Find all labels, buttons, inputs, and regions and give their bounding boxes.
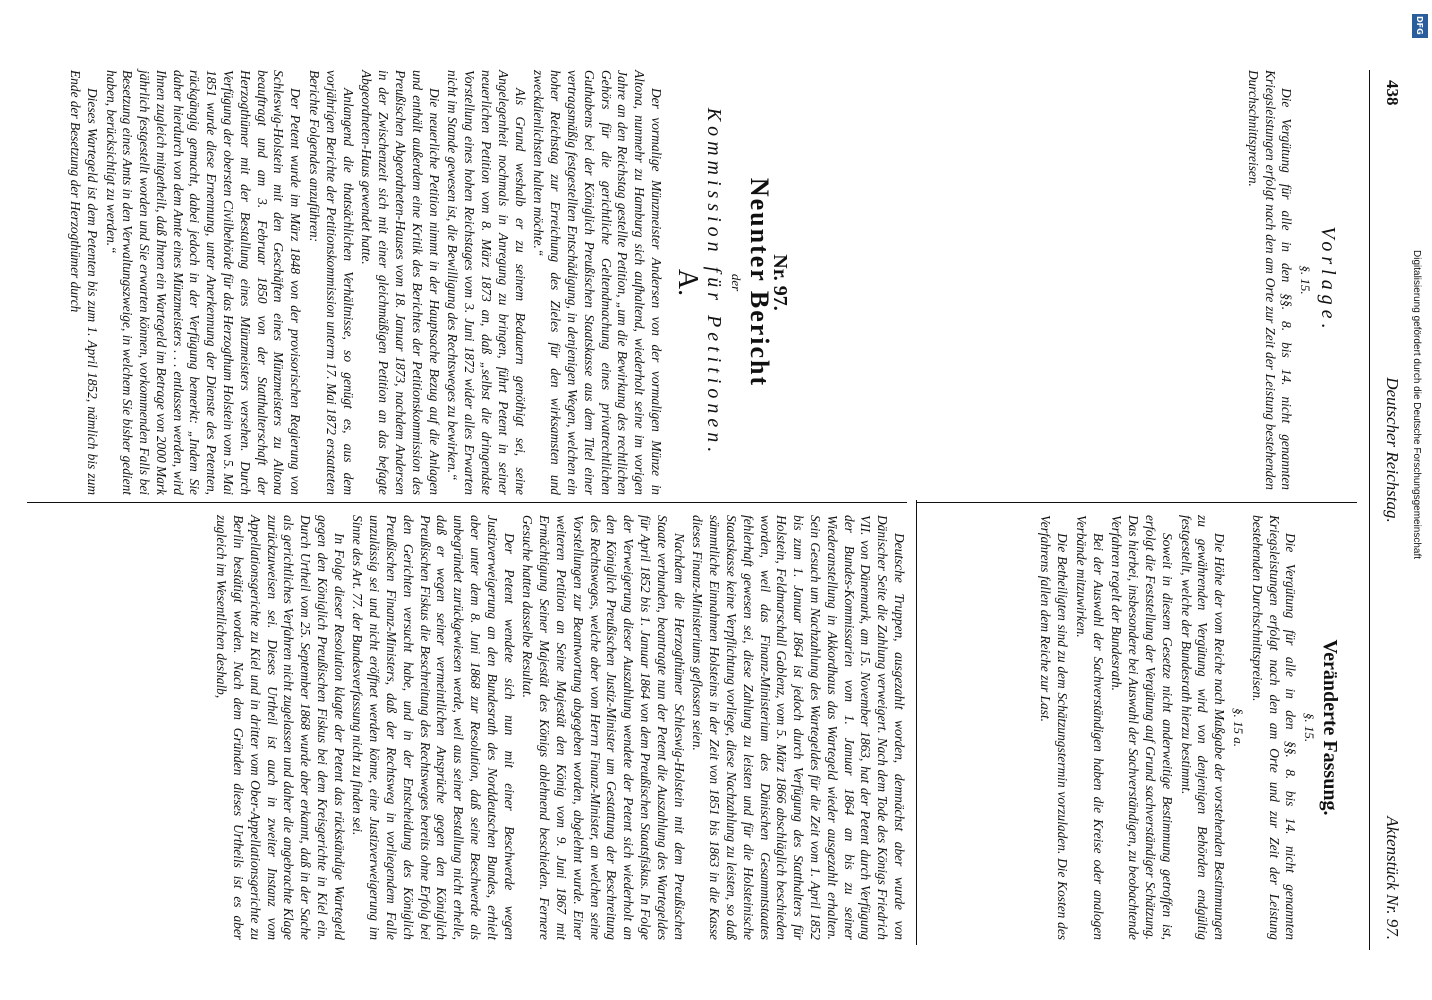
report-der: der [729, 273, 745, 292]
section-rule [916, 500, 917, 945]
journal-title: Deutscher Reichstag. [1383, 377, 1402, 523]
report-commission: Kommission für Petitionen. [702, 107, 725, 458]
vorlage-text: Die Vergütung für alle in den §§. 8. bis 14. nicht genannten Kriegsleistungen erfolgt nach den am Orte zur Zeit der Leistung bestehenden Durchschnittspreisen. [1245, 70, 1295, 490]
vorlage-section: §. 15. [1298, 265, 1314, 295]
dfg-badge-text: DFG [1415, 16, 1424, 35]
report-letter: A. [671, 268, 703, 297]
fassung-section-15: §. 15. [1302, 712, 1318, 743]
report-para: Der Petent wurde im März 1848 von der provisorischen Regierung von Schleswig-Holstein mit den Geschäften eines Münzmeisters zu Altona beauftragt und am 3. Februar 1850 von der Statthalterschaft der Herzogthümer mit der Bestallung eines Münzmeisters versehen. Durch Verfügung der obersten Civilbehörde für das Herzogthum Holstein vom 5. Mai 1851 wurde diese Ernennung, unter Anerkennung der Dienste des Petenten, rückgängig gemacht, dabei jedoch in der Verfügung bemerkt: „Indem Sie daher hierdurch von dem Amte eines Münzmeisters . . . entlassen werden, wird Ihnen zugleich mitgetheilt, daß Ihnen ein Wartegeld im Betrage von 2000 Mark jährlich festgestellt worden und Sie erwarten können, vorkommenden Falls bei Besetzung eines Amts in den Verwaltungszweige, in welchem Sie bisher gedient haben, berücksichtigt zu werden.“ [103, 70, 304, 495]
fassung-para: Bei der Auswahl der Sachverständigen haben die Kreise oder analogen Verbände mitzuwirken. [1073, 515, 1106, 940]
header-rule [1369, 70, 1370, 950]
fassung-para: Soweit in diesem Gesetze nicht anderweitige Bestimmung getroffen ist, erfolgt die Feststellung der Vergütung auf Grund sachverständiger Schätzung. Das hierbei, insbesondere bei Auswahl der Sachverständigen, zu beobachtende Verfahren regelt der Bundesrath. [1109, 515, 1175, 940]
report-para: Die neuerliche Petition nimmt in der Hauptsache Bezug auf die Anlagen und enthält außerdem eine Kritik des Berichtes der Petitionskommission des Preußischen Abgeordneten-Hauses vom 18. Januar 1873, nachdem Andersen in der Zwischenzeit sich mit einer gleichmäßigen Petition an das befagte Abgeordneten-Haus gewendet hatte. [359, 70, 442, 495]
fassung-title: Veränderte Fassung. [1319, 639, 1341, 816]
report-number: Nr. 97. [769, 254, 791, 311]
report-title: Neunter Bericht [745, 177, 775, 388]
page-header [1372, 0, 1402, 1000]
digitization-note-text: Digitalisierung gefördert durch die Deutsche Forschungsgemeinschaft [1411, 250, 1422, 560]
fassung-section-15a: §. 15 a. [1231, 708, 1247, 747]
report-para: Deutsche Truppen, ausgezahlt worden, demnächst aber wurde von Dänischer Seite die Zahlung verweigert. Nach dem Tode des Königs Friedrich VII. von Dänemark, am 15. November 1863, hat der Petent durch Verfügung der Bundes-Kommissarien vom 1. Januar 1864 an bis zu seiner Wiederanstellung in Akkordhaus das Wartegeld wieder ausgezahlt erhalten. Sein Gesuch um Nachzahlung des Wartegeldes für die Zeit vom 1. April 1852 bis zum 1. Januar 1864 ist jedoch durch Verfügung des Statthalters für Holstein, Feldmarschall Gablenz, vom 5. März 1866 abschläglich beschieden worden, weil das Finanz-Ministerium des Dänischen Gesammtstaates fehlerhaft gewesen sei, diese Zahlung zu leisten und für die Holsteinische Staatskasse keine Verpflichtung vorliege, diese Nachzahlung zu leisten, so daß sämmtliche Einnahmen Holsteins in der Zeit von 1851 bis 1863 in die Kasse dieses Finanz-Ministeriums geflossen seien. [690, 515, 907, 940]
report-para: Nachdem die Herzogthümer Schleswig-Holstein mit dem Preußischen Staate verbunden, beantragte nun der Petent die Auszahlung des Wartegeldes für April 1852 bis 1. Januar 1864 von dem Preußischen Staatsfiskus. In Folge der Verweigerung dieser Auszahlung wendete der Petent sich wiederholt an den Königlich Preußischen Justiz-Minister um Gestattung der Beschreitung des Rechtsweges, welche aber vom Herrn Finanz-Minister, an welchen seine Vorstellungen zur Beantwortung abgegeben worden, abgelehnt wurde. Einer weiteren Petition an Seine Majestät den König vom 9. Juni 1867 mit Ermächtigung Seiner Majestät des Königs ablehnend beschieden. Fernere Gesuche hatten dasselbe Resultat. [520, 515, 687, 940]
report-right-column [210, 515, 907, 940]
vorlage-column [1242, 70, 1342, 490]
report-para: In Folge dieser Resolution klagte der Petent das rückständige Wartegeld gegen den Königlich Preußischen Fiskus bei dem Kreisgerichte in Kiel ein. Durch Urtheil vom 25. September 1868 wurde aber erkannt, daß in der Sache als gerichtliches Verfahren nicht zugelassen und daher die angebrachte Klage zurückzuweisen sei. Dieses Urtheil ist auch in zweiter Instanz vom Appellationsgerichte zu Kiel und in dritter vom Ober-Appellationsgerichte zu Berlin bestätigt worden. Nach dem Gründen dieses Urtheils ist es aber zugleich im Wesentlichen deshalb, [214, 515, 347, 940]
digitization-note [1406, 250, 1426, 910]
fassung-text-15: Die Vergütung für alle in den §§. 8. bis 14. nicht genannten Kriegsleistungen erfolgt nach den am Orte und zur Zeit der Leistung bestehenden Durchschnittspreisen. [1249, 515, 1299, 940]
report-left-column [64, 70, 792, 495]
top-column-divider [917, 502, 1357, 503]
dfg-logo [1412, 14, 1428, 38]
page-number: 438 [1383, 80, 1402, 106]
fassung-column [1034, 515, 1342, 940]
fassung-para: Die Höhe der vom Reiche nach Maßgabe der vorstehenden Bestimmungen zu gewährenden Vergütung wird von denjenigen Behörden endgültig festgestellt, welche der Bundesrath hierzu bestimmt. [1178, 515, 1228, 940]
report-para: Der Petent wendete sich nun mit einer Beschwerde wegen Justizverweigerung an den Bundesrath des Norddeutschen Bundes, erhielt aber unter dem 8. Juni 1868 zur Resolution, daß seine Beschwerde als unbegründet zurückgewiesen werde, weil aus seiner Bestallung nicht erhelle, daß er wegen seiner vermeintlichen Ansprüche gegen den Königlich Preußischen Fiskus die Beschreitung des Rechtsweges bereits ohne Erfolg bei den Gerichten versucht habe, und in der Entscheidung des Königlich Preußischen Finanz-Ministers, daß der Rechtsweg in vorliegendem Falle unzulässig sei und nicht eröffnet werden könne, eine Justizverweigerung im Sinne des Art. 77. der Bundesverfassung nicht zu finden sei. [350, 515, 517, 940]
report-para: Anlangend die thatsächlichen Verhältnisse, so genügt es, aus dem vorjährigen Berichte der Petitionskommission unterm 17. Mai 1872 erstatteten Berichte Folgendes anzuführen: [307, 70, 356, 495]
report-para: Als Grund weshalb er zu seinem Bedauern genöthigt sei, seine Angelegenheit nochmals in Anregung zu bringen, führt Petent in seiner neuerlichen Petition vom 8. März 1873 an, daß „selbst die dringendste Vorstellung eines hohen Reichstages vom 3. Juni 1872 wider alles Erwarten nicht im Stande gewesen ist, die Bewilligung des Rechtsweges zu bewirken.“ [445, 70, 528, 495]
report-para: Der vormalige Münzmeister Andersen von der vormaligen Münze in Altona, nunmehr zu Hamburg sich aufhaltend, wiederholt seine im vorigen Jahre an den Reichstag gestellte Petition, „um die Bewirkung des rechtlichen Gehörs für die gerichtliche Geltendmachung eines privatrechtlichen Guthabens bei der Königlich Preußischen Staatskasse aus dem Titel einer vertragsmäßig festgestellten Entschädigung, in denjenigen Wegen, welchen ein hoher Reichstag zur Erreichung des Zieles für den wirksamsten und zweckdienlichsten halten möchte.“ [531, 70, 665, 495]
fassung-para: Die Betheiligten sind zu dem Schätzungstermin vorzuladen. Die Kosten des Verfahrens fallen dem Reiche zur Last. [1038, 515, 1071, 940]
report-para: Dieses Wartegeld ist dem Petenten bis zum 1. April 1852, nämlich bis zum Ende der Besetzung der Herzogthümer durch [67, 70, 100, 495]
vorlage-title: Vorlage. [1317, 226, 1339, 334]
document-ref: Aktenstück Nr. 97. [1383, 816, 1402, 940]
bottom-column-divider [27, 502, 907, 503]
